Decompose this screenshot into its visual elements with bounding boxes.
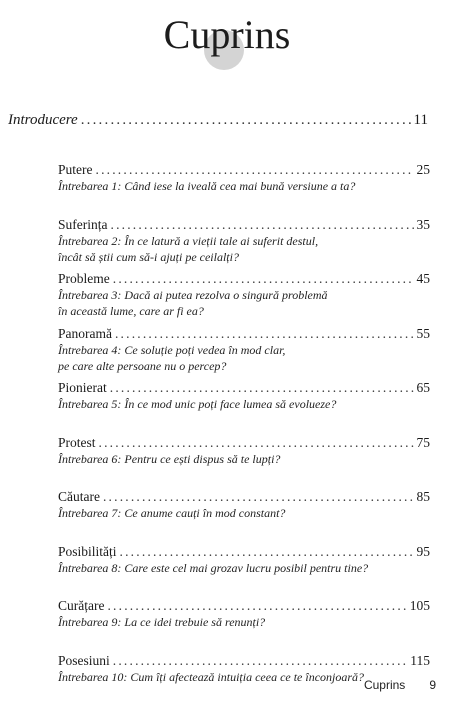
dot-leader (113, 652, 407, 669)
chapter-page: 65 (417, 379, 431, 396)
chapter-question: Întrebarea 7: Ce anume cauți în mod constant? (58, 505, 430, 521)
chapter-page: 75 (417, 434, 431, 451)
chapter-page: 55 (417, 325, 431, 342)
chapter-title: Protest (58, 434, 96, 451)
dot-leader (110, 379, 414, 396)
chapter-title: Pionierat (58, 379, 107, 396)
dot-leader (113, 270, 414, 287)
toc-entry-chapter[interactable] (58, 488, 430, 543)
footer-label: Cuprins (364, 678, 405, 692)
chapter-title: Posibilități (58, 543, 117, 560)
toc-entry-label: Introducere (8, 112, 78, 129)
toc-entry-chapter[interactable] (58, 325, 430, 380)
chapter-question: Întrebarea 6: Pentru ce ești dispus să te lupți? (58, 451, 430, 467)
chapter-list (58, 161, 430, 706)
title-block (0, 8, 454, 68)
chapter-question: Întrebarea 2: În ce latură a vieții tale ai suferit destul, încât să știi cum să-i ajuți pe ceilalți? (58, 233, 430, 265)
chapter-question: Întrebarea 1: Când iese la iveală cea mai bună versiune a ta? (58, 178, 430, 194)
toc-entry-chapter[interactable] (58, 216, 430, 271)
dot-leader (99, 434, 414, 451)
toc-entry-chapter[interactable] (58, 161, 430, 216)
page-number: 9 (429, 678, 436, 692)
toc-entry-chapter[interactable] (58, 597, 430, 652)
chapter-page: 115 (410, 652, 430, 669)
chapter-question: Întrebarea 8: Care este cel mai grozav lucru posibil pentru tine? (58, 560, 430, 576)
chapter-question: Întrebarea 3: Dacă ai putea rezolva o singură problemă în această lume, care ar fi ea? (58, 287, 430, 319)
toc-entry-page: 11 (414, 112, 428, 129)
chapter-page: 25 (417, 161, 431, 178)
chapter-title: Căutare (58, 488, 100, 505)
dot-leader (115, 325, 414, 342)
page-title: Cuprins (164, 10, 291, 60)
chapter-question: Întrebarea 4: Ce soluție poți vedea în mod clar, pe care alte persoane nu o percep? (58, 342, 430, 374)
chapter-question: Întrebarea 5: În ce mod unic poți face lumea să evolueze? (58, 396, 430, 412)
chapter-title: Panoramă (58, 325, 112, 342)
chapter-title: Putere (58, 161, 93, 178)
toc-entry-introduction[interactable] (8, 112, 428, 129)
chapter-page: 45 (417, 270, 431, 287)
chapter-title: Posesiuni (58, 652, 110, 669)
chapter-page: 85 (417, 488, 431, 505)
chapter-title: Curățare (58, 597, 104, 614)
dot-leader (111, 216, 414, 233)
page-footer (364, 678, 436, 692)
chapter-title: Suferința (58, 216, 108, 233)
chapter-question: Întrebarea 9: La ce idei trebuie să renunți? (58, 614, 430, 630)
toc-entry-chapter[interactable] (58, 379, 430, 434)
toc-entry-chapter[interactable] (58, 543, 430, 598)
toc-entry-chapter[interactable] (58, 270, 430, 325)
dot-leader (96, 161, 414, 178)
chapter-page: 95 (417, 543, 431, 560)
dot-leader (107, 597, 406, 614)
chapter-page: 105 (410, 597, 430, 614)
chapter-title: Probleme (58, 270, 110, 287)
dot-leader (103, 488, 414, 505)
dot-leader (81, 112, 411, 129)
chapter-page: 35 (417, 216, 431, 233)
dot-leader (120, 543, 414, 560)
toc-entry-chapter[interactable] (58, 434, 430, 489)
chapter-question: Întrebarea 10: Cum îți afectează intuiția ceea ce te înconjoară? (58, 669, 430, 685)
